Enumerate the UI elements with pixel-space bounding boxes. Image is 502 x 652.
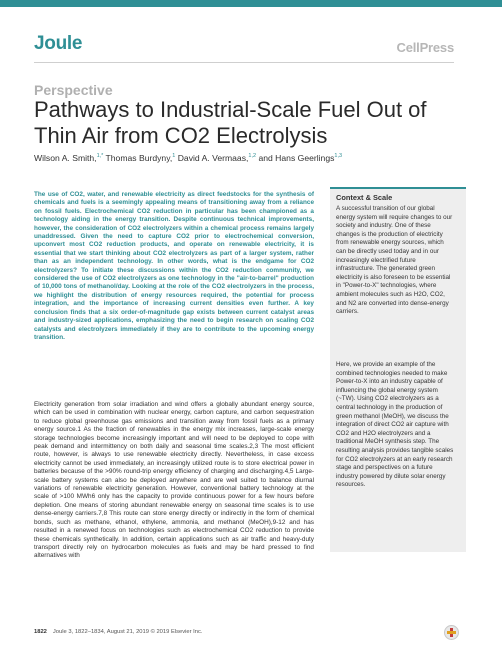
article-type: Perspective <box>34 82 113 98</box>
publisher-logo[interactable]: CellPress <box>396 40 454 55</box>
page-number: 1822 <box>34 629 47 635</box>
page-footer <box>34 629 203 635</box>
article-title: Pathways to Industrial-Scale Fuel Out of Thin Air from CO2 Electrolysis <box>34 97 427 148</box>
sidebar-rule <box>330 187 466 189</box>
author-affiliation[interactable]: 1,2 <box>248 153 257 160</box>
author-name[interactable]: Wilson A. Smith, <box>34 153 97 163</box>
journal-name[interactable]: Joule <box>34 33 83 54</box>
sidebar-paragraph: A successful transition of our global energy system will require changes to our society and industry. One of these changes is the production of electricity from renewable energy sources, which can be directly used today and in our increasingly electrified future infrastructure. The generated green electricity is also foreseen to be essential in "Power-to-X" technologies, where ambient molecules such as H2O, CO2, and N2 are converted into dense-energy carriers. <box>336 205 453 316</box>
citation-line: Joule 3, 1822–1834, August 21, 2019 © 2019 Elsevier Inc. <box>52 629 203 635</box>
context-and-scale-box <box>330 187 466 552</box>
body-paragraph: Electricity generation from solar irradiation and wind offers a globally abundant energy source, which can be used in combination with nuclear energy, carbon capture, and carbon sequestration to reduce global greenhouse gas emissions and transition away from fossil fuels as a primary energy source.1 As the fraction of renewables in the energy mix increases, large-scale energy storage technologies become increasingly important and will need to be deployed to cope with peak demand and intermittency on both daily and seasonal time scales.2,3 The most efficient route, however, is always to use renewable electricity directly. Nevertheless, in case excess electricity cannot be used immediately, an increasingly utilized route is to store electrical power in batteries because of the >90% round-trip energy efficiency of charging and discharging.4,5 Large-scale battery systems can also be deployed anywhere and are well suited to balance diurnal variations of renewable electricity generation. However, conventional battery technology at the scale of >100 MWh6 only has the capacity to provide continuous power for a few hours before depletion. One means of storing abundant renewable energy on seasonal time scales is to use dense-energy carriers.7,8 This route can store energy directly or indirectly in the form of chemical bonds, such as methane, ethanol, ethylene, ammonia, and methanol (MeOH),9-12 and has resulted in a renewed focus on technologies such as electrochemical CO2 reduction to provide these chemicals synthetically. In addition, certain applications such as air traffic and heavy-duty transport directly rely on hydrocarbon molecules as fuels and may be hard pressed to find alternatives with <box>34 401 314 560</box>
author-affiliation[interactable]: 1 <box>172 153 176 160</box>
journal-color-bar <box>0 0 502 7</box>
sidebar-paragraph: Here, we provide an example of the combined technologies needed to make Power-to-X into an industry capable of influencing the global energy system (~TW). Using CO2 electrolyzers as a central technology in the production of green methanol (MeOH), we discuss the integration of direct CO2 air capture with CO2 and H2O electrolyzers and a traditional MeOH synthesis step. The resulting analysis provides tangible scales for CO2 electrolyzers at an early research stage and perspectives on a future industry powered by dilute solar energy resources. <box>336 361 454 489</box>
crossmark-icon[interactable] <box>444 625 459 640</box>
header-divider <box>34 62 454 63</box>
author-name[interactable]: and Hans Geerlings <box>258 153 335 163</box>
author-affiliation[interactable]: 1,* <box>96 153 104 160</box>
abstract: The use of CO2, water, and renewable electricity as direct feedstocks for the synthesis of chemicals and fuels is a seemingly appealing means of transitioning away from a reliance on fossil fuels. Electrochemical CO2 reduction in particular has been championed as a technology aiding in the energy transition. Despite continuous technical improvements, however, the consideration of CO2 electrolyzers within a chemical process remains largely unaddressed. Given the need to capture CO2 prior to electrochemical conversion, upconvert most CO2 reduction products, and operate on renewable electricity, it is essential that we start thinking about CO2 electrolyzers as part of a larger system, rather than as an independent technology. In other words, what is the endgame for CO2 electrolyzers? To initiate these discussions within the CO2 reduction community, we considered the use of CO2 electrolyzers as one technology in the "air-to-barrel" production of 10,000 tons of methanol/day. Looking at the role of the CO2 electrolyzers in the process, we highlight the distribution of energy resources required, the potential for process integration, and the importance of increasing current densities even further. A key conclusion finds that a six order-of-magnitude gap exists between current catalyst areas and industry-sized applications, emphasizing the need to begin research on scaling CO2 catalysts and electrolyzers immediately if they are to contribute to the upcoming energy transition. <box>34 191 314 341</box>
author-list <box>34 153 464 163</box>
author-name[interactable]: Thomas Burdyny, <box>105 153 173 163</box>
sidebar-heading: Context & Scale <box>336 193 393 202</box>
author-affiliation[interactable]: 1,3 <box>334 153 343 160</box>
author-name[interactable]: David A. Vermaas, <box>177 153 249 163</box>
